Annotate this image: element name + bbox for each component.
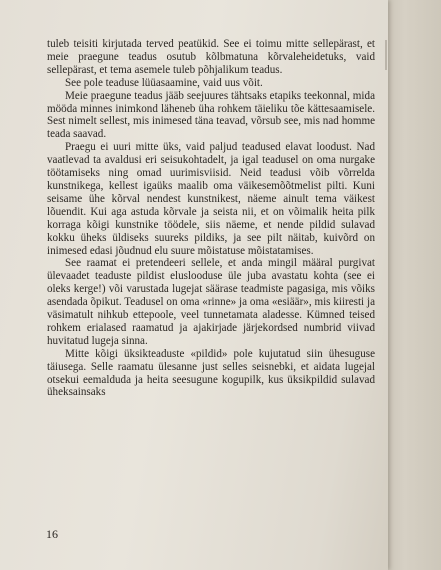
paragraph: See pole teaduse lüüasaamine, vaid uus võit.: [65, 76, 263, 89]
paragraph: See raamat ei pretendeeri sellele, et anda mingil määral purgivat ülevaadet teaduste pildist elusloodusе üle juba avastatu kohta (see ei oleks kerge!) või varustada lugejat säärase teadmiste pagasiga, mis võiks asendada õpikut. Teadusel on oma «rinne» ja oma «esiäär», mis kiiresti ja väsimatult nihkub ettepoole, veel tunnetamata aladesse. Kümned teised rohkem erialased raamatud ja ajakirjade järjekordsed numbrid viivad huvitatud lugeja sinna.: [47, 257, 375, 347]
paragraph: Mitte kõigi üksikteaduste «pildid» pole kujutatud siin ühesuguse täiusega. Selle raamatu ülesanne just selles seisnebki, et aidata lugejal otsekui eemalduda ja heita seesugune kogupilk, kus üksikpildid sulavad üheksainsaks: [47, 347, 375, 399]
page-edge-shadow: [385, 40, 387, 70]
paragraph: Praegu ei uuri mitte üks, vaid paljud teadused elavat loodust. Nad vaatlevad ta avaldusi eri seisukohtadelt, ja igal teadusel on oma nurgake töötamiseks ning omad uurimisviisid. Neid teadusi võib võrrelda kunstnikega, kellest igaüks maalib oma väikesemõõtmelist pilti. Kuni seisame ühe kõrval nendest kunstnikest, näeme ainult tema väikest lõuendit. Kui aga astuda kõrvale ja seista nii, et on võimalik heita pilk korraga kõigi kunstnike töödele, siis näeme, et nende pildid sulavad kokku üheks üldiseks suureks pildiks, ja see pilt näitab, kuivõrd on inimesed edasi jõudnud elu suure mõistatuse mõistatamises.: [47, 141, 375, 257]
background-surface: [380, 0, 441, 570]
page-body-text: [47, 38, 375, 399]
paragraph-continuation: tuleb teisiti kirjutada terved peatükid. See ei toimu mitte sellepärast, et meie praegune teadus osutub kõlbmatuna kõrvaleheidetuks, vaid sellepärast, et tema asemele tuleb põhjalikum teadus.: [47, 38, 375, 76]
paragraph: Meie praegune teadus jääb seejuures tähtsaks etapiks teekonnal, mida mööda minnes inimkond läheneb üha rohkem täieliku tõe kättesaamisele. Sest nimelt sellest, mis inimesed täna teavad, võrsub see, mis nad homme teada saavad.: [47, 89, 375, 141]
page-number: 16: [46, 527, 58, 541]
